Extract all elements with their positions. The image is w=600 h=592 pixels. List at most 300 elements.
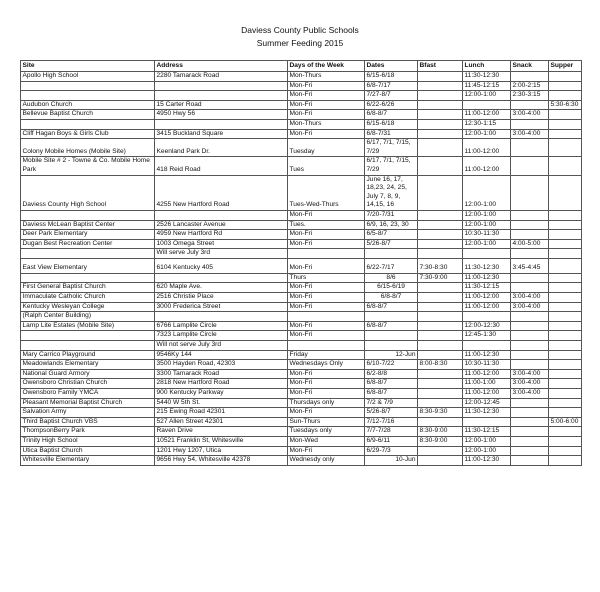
cell-address bbox=[155, 210, 288, 220]
cell-lunch: 11:30-12:15 bbox=[463, 427, 511, 437]
cell-site: Apollo High School bbox=[21, 72, 155, 82]
cell-address: 3500 Hayden Road, 42303 bbox=[155, 360, 288, 370]
cell-address: 527 Allen Street 42301 bbox=[155, 417, 288, 427]
cell-days: Mon-Wed bbox=[288, 436, 365, 446]
cell-dates: 6/8-8/7 bbox=[365, 379, 418, 389]
cell-supper bbox=[549, 360, 582, 370]
cell-bfast bbox=[418, 157, 463, 175]
cell-bfast: 8:30-9:30 bbox=[418, 408, 463, 418]
cell-site: East View Elementary bbox=[21, 258, 155, 273]
table-row bbox=[21, 408, 582, 418]
cell-supper bbox=[549, 341, 582, 351]
table-body bbox=[21, 72, 582, 466]
cell-days: Mon-Fri bbox=[288, 91, 365, 101]
cell-lunch: 11:30-12:15 bbox=[463, 283, 511, 293]
cell-bfast bbox=[418, 312, 463, 322]
cell-snack bbox=[511, 436, 549, 446]
cell-dates: 7/27-8/7 bbox=[365, 91, 418, 101]
table-row bbox=[21, 389, 582, 399]
cell-supper bbox=[549, 175, 582, 210]
cell-lunch: 11:00-12:00 bbox=[463, 293, 511, 303]
cell-lunch: 11:00-12:00 bbox=[463, 369, 511, 379]
cell-supper bbox=[549, 456, 582, 466]
cell-site: Lamp Lite Estates (Mobile Site) bbox=[21, 321, 155, 331]
cell-dates: 7/20-7/31 bbox=[365, 210, 418, 220]
cell-bfast bbox=[418, 239, 463, 249]
table-row bbox=[21, 427, 582, 437]
cell-lunch: 11:00-1:00 bbox=[463, 379, 511, 389]
table-row bbox=[21, 249, 582, 259]
cell-snack bbox=[511, 427, 549, 437]
table-row bbox=[21, 119, 582, 129]
cell-snack bbox=[511, 331, 549, 341]
cell-bfast bbox=[418, 249, 463, 259]
cell-snack: 3:00-4:00 bbox=[511, 302, 549, 312]
cell-bfast bbox=[418, 302, 463, 312]
cell-address: Keenland Park Dr. bbox=[155, 139, 288, 157]
cell-address: 4950 Hwy 56 bbox=[155, 110, 288, 120]
cell-lunch: 11:45-12:15 bbox=[463, 81, 511, 91]
cell-bfast bbox=[418, 417, 463, 427]
cell-dates: 6/22-6/26 bbox=[365, 100, 418, 110]
cell-lunch: 10:30-11:30 bbox=[463, 230, 511, 240]
cell-days: Wednesdays Only bbox=[288, 360, 365, 370]
cell-snack bbox=[511, 210, 549, 220]
column-header-supper: Supper bbox=[549, 61, 582, 72]
cell-days: Mon-Fri bbox=[288, 100, 365, 110]
cell-address: 1003 Omega Street bbox=[155, 239, 288, 249]
cell-days: Tuesdays only bbox=[288, 427, 365, 437]
cell-snack: 4:00-5:00 bbox=[511, 239, 549, 249]
cell-site: Immaculate Catholic Church bbox=[21, 293, 155, 303]
cell-bfast bbox=[418, 110, 463, 120]
cell-snack: 2:00-2:15 bbox=[511, 81, 549, 91]
cell-supper bbox=[549, 379, 582, 389]
cell-bfast bbox=[418, 331, 463, 341]
table-row bbox=[21, 258, 582, 273]
cell-site: Daviess McLean Baptist Center bbox=[21, 220, 155, 230]
cell-bfast bbox=[418, 398, 463, 408]
cell-days: Mon-Fri bbox=[288, 129, 365, 139]
table-row bbox=[21, 239, 582, 249]
table-row bbox=[21, 157, 582, 175]
cell-snack bbox=[511, 283, 549, 293]
cell-dates: 6/5-8/7 bbox=[365, 230, 418, 240]
cell-supper bbox=[549, 220, 582, 230]
table-row bbox=[21, 129, 582, 139]
cell-lunch: 12:00-12:45 bbox=[463, 398, 511, 408]
cell-days: Wednesdy only bbox=[288, 456, 365, 466]
cell-supper bbox=[549, 91, 582, 101]
cell-lunch: 10:30-11:30 bbox=[463, 360, 511, 370]
cell-address: 215 Ewing Road 42301 bbox=[155, 408, 288, 418]
cell-snack bbox=[511, 350, 549, 360]
table-row bbox=[21, 436, 582, 446]
document-title: Daviess County Public Schools bbox=[241, 25, 359, 35]
cell-dates: 6/8-8/7 bbox=[365, 293, 418, 303]
table-header-row bbox=[21, 61, 582, 72]
cell-snack bbox=[511, 408, 549, 418]
table-row bbox=[21, 350, 582, 360]
table-row bbox=[21, 302, 582, 312]
cell-snack bbox=[511, 417, 549, 427]
cell-lunch: 12:00-1:00 bbox=[463, 175, 511, 210]
table-row bbox=[21, 312, 582, 322]
cell-supper bbox=[549, 350, 582, 360]
cell-lunch: 12:00-1:00 bbox=[463, 210, 511, 220]
cell-days: Mon-Thurs bbox=[288, 72, 365, 82]
cell-days: Mon-Fri bbox=[288, 408, 365, 418]
cell-days: Mon-Fri bbox=[288, 446, 365, 456]
cell-days bbox=[288, 341, 365, 351]
cell-address bbox=[155, 312, 288, 322]
cell-days: Thurs bbox=[288, 273, 365, 283]
cell-lunch: 11:30-12:30 bbox=[463, 72, 511, 82]
cell-address: 620 Maple Ave. bbox=[155, 283, 288, 293]
cell-snack bbox=[511, 72, 549, 82]
cell-address bbox=[155, 273, 288, 283]
cell-lunch: 12:00-1:00 bbox=[463, 220, 511, 230]
cell-days: Mon-Fri bbox=[288, 369, 365, 379]
table-row bbox=[21, 210, 582, 220]
cell-supper bbox=[549, 389, 582, 399]
cell-days: Thursdays only bbox=[288, 398, 365, 408]
cell-bfast bbox=[418, 389, 463, 399]
cell-site: Utica Baptist Church bbox=[21, 446, 155, 456]
table-row bbox=[21, 139, 582, 157]
cell-dates: 7/12-7/16 bbox=[365, 417, 418, 427]
cell-snack: 3:00-4:00 bbox=[511, 293, 549, 303]
table-row bbox=[21, 91, 582, 101]
cell-lunch: 12:00-1:00 bbox=[463, 446, 511, 456]
cell-site: Deer Park Elementary bbox=[21, 230, 155, 240]
summer-feeding-table bbox=[20, 60, 582, 466]
cell-dates bbox=[365, 331, 418, 341]
cell-bfast bbox=[418, 293, 463, 303]
cell-dates bbox=[365, 249, 418, 259]
cell-bfast: 8:00-8:30 bbox=[418, 360, 463, 370]
cell-bfast: 8:30-9:00 bbox=[418, 427, 463, 437]
cell-snack: 3:00-4:00 bbox=[511, 110, 549, 120]
cell-supper bbox=[549, 331, 582, 341]
cell-bfast bbox=[418, 210, 463, 220]
cell-site bbox=[21, 81, 155, 91]
cell-supper bbox=[549, 119, 582, 129]
cell-lunch bbox=[463, 312, 511, 322]
cell-days: Mon-Thurs bbox=[288, 119, 365, 129]
cell-address bbox=[155, 119, 288, 129]
cell-address: 3300 Tamarack Road bbox=[155, 369, 288, 379]
cell-supper bbox=[549, 408, 582, 418]
column-header-days: Days of the Week bbox=[288, 61, 365, 72]
cell-lunch: 12:00-12:30 bbox=[463, 321, 511, 331]
cell-supper bbox=[549, 369, 582, 379]
cell-dates: 12-Jun bbox=[365, 350, 418, 360]
cell-dates: 6/8-8/7 bbox=[365, 321, 418, 331]
cell-supper bbox=[549, 139, 582, 157]
cell-address: 418 Reid Road bbox=[155, 157, 288, 175]
cell-days: Mon-Fri bbox=[288, 239, 365, 249]
cell-days bbox=[288, 249, 365, 259]
cell-bfast bbox=[418, 230, 463, 240]
cell-address: 3415 Buckland Square bbox=[155, 129, 288, 139]
cell-bfast bbox=[418, 100, 463, 110]
cell-snack: 3:45-4:45 bbox=[511, 258, 549, 273]
table-row bbox=[21, 72, 582, 82]
cell-bfast bbox=[418, 283, 463, 293]
cell-days: Tues-Wed-Thurs bbox=[288, 175, 365, 210]
cell-site bbox=[21, 91, 155, 101]
cell-dates: 6/15-6/18 bbox=[365, 72, 418, 82]
table-row bbox=[21, 331, 582, 341]
cell-dates: 6/15-6/18 bbox=[365, 119, 418, 129]
cell-address: 4959 New Hartford Rd bbox=[155, 230, 288, 240]
cell-snack bbox=[511, 321, 549, 331]
cell-lunch: 11:30-12:30 bbox=[463, 258, 511, 273]
cell-supper bbox=[549, 230, 582, 240]
table-row bbox=[21, 175, 582, 210]
cell-dates: 6/9, 16, 23, 30 bbox=[365, 220, 418, 230]
cell-dates: 6/17, 7/1, 7/15, 7/29 bbox=[365, 139, 418, 157]
cell-lunch: 11:00-12:00 bbox=[463, 139, 511, 157]
cell-bfast bbox=[418, 91, 463, 101]
cell-dates: 5/26-8/7 bbox=[365, 239, 418, 249]
table-row bbox=[21, 446, 582, 456]
cell-supper bbox=[549, 258, 582, 273]
table-row bbox=[21, 220, 582, 230]
cell-days: Friday bbox=[288, 350, 365, 360]
cell-snack bbox=[511, 273, 549, 283]
cell-snack bbox=[511, 360, 549, 370]
cell-days: Tues. bbox=[288, 220, 365, 230]
cell-site bbox=[21, 341, 155, 351]
cell-bfast bbox=[418, 175, 463, 210]
cell-site: Mary Carrico Playground bbox=[21, 350, 155, 360]
cell-bfast: 7:30-8:30 bbox=[418, 258, 463, 273]
cell-bfast bbox=[418, 220, 463, 230]
cell-bfast bbox=[418, 379, 463, 389]
cell-address: Will serve July 3rd bbox=[155, 249, 288, 259]
cell-supper: 5:00-6:00 bbox=[549, 417, 582, 427]
cell-dates: 7/2 & 7/9 bbox=[365, 398, 418, 408]
cell-lunch: 11:00-12:00 bbox=[463, 302, 511, 312]
cell-address: 1201 Hwy 1207, Utica bbox=[155, 446, 288, 456]
cell-supper bbox=[549, 210, 582, 220]
cell-bfast bbox=[418, 72, 463, 82]
table-row bbox=[21, 398, 582, 408]
table-row bbox=[21, 379, 582, 389]
cell-days: Tuesday bbox=[288, 139, 365, 157]
table-row bbox=[21, 360, 582, 370]
cell-days: Mon-Fri bbox=[288, 110, 365, 120]
cell-address: 3000 Frederica Street bbox=[155, 302, 288, 312]
cell-dates: 6/22-7/17 bbox=[365, 258, 418, 273]
table-row bbox=[21, 100, 582, 110]
cell-days: Mon-Fri bbox=[288, 379, 365, 389]
cell-snack bbox=[511, 398, 549, 408]
cell-supper bbox=[549, 436, 582, 446]
cell-days: Mon-Fri bbox=[288, 210, 365, 220]
cell-snack bbox=[511, 139, 549, 157]
cell-snack: 3:00-4:00 bbox=[511, 379, 549, 389]
cell-address: 6766 Lamplite Circle bbox=[155, 321, 288, 331]
cell-snack bbox=[511, 312, 549, 322]
cell-address: 10521 Franklin St, Whitesville bbox=[155, 436, 288, 446]
cell-snack bbox=[511, 175, 549, 210]
cell-address: 6104 Kentucky 405 bbox=[155, 258, 288, 273]
cell-bfast bbox=[418, 369, 463, 379]
cell-site bbox=[21, 119, 155, 129]
cell-days: Mon-Fri bbox=[288, 230, 365, 240]
table-row bbox=[21, 341, 582, 351]
cell-days: Mon-Fri bbox=[288, 331, 365, 341]
cell-address: 7323 Lamplite Circle bbox=[155, 331, 288, 341]
cell-dates: 10-Jun bbox=[365, 456, 418, 466]
cell-site: First General Baptist Church bbox=[21, 283, 155, 293]
cell-address: 15 Carter Road bbox=[155, 100, 288, 110]
cell-site: (Ralph Center Building) bbox=[21, 312, 155, 322]
cell-dates: June 16, 17, 18,23, 24, 25, July 7, 8, 9, 14,15, 16 bbox=[365, 175, 418, 210]
cell-lunch bbox=[463, 249, 511, 259]
cell-lunch bbox=[463, 100, 511, 110]
cell-address: Raven Drive bbox=[155, 427, 288, 437]
cell-site bbox=[21, 273, 155, 283]
cell-snack bbox=[511, 157, 549, 175]
column-header-dates: Dates bbox=[365, 61, 418, 72]
cell-supper bbox=[549, 283, 582, 293]
cell-site bbox=[21, 210, 155, 220]
cell-site: Whitesville Elementary bbox=[21, 456, 155, 466]
cell-lunch bbox=[463, 341, 511, 351]
cell-lunch: 11:00-12:30 bbox=[463, 456, 511, 466]
cell-supper bbox=[549, 273, 582, 283]
table-row bbox=[21, 321, 582, 331]
column-header-snack: Snack bbox=[511, 61, 549, 72]
cell-days: Mon-Fri bbox=[288, 293, 365, 303]
table-row bbox=[21, 369, 582, 379]
cell-site bbox=[21, 331, 155, 341]
cell-bfast bbox=[418, 341, 463, 351]
cell-supper bbox=[549, 398, 582, 408]
cell-site: Audubon Church bbox=[21, 100, 155, 110]
column-header-lunch: Lunch bbox=[463, 61, 511, 72]
cell-bfast bbox=[418, 321, 463, 331]
cell-dates bbox=[365, 341, 418, 351]
cell-supper bbox=[549, 427, 582, 437]
cell-lunch: 12:00-1:00 bbox=[463, 436, 511, 446]
cell-site: ThompsonBerry Park bbox=[21, 427, 155, 437]
cell-address: 5440 W 5th St. bbox=[155, 398, 288, 408]
cell-site bbox=[21, 249, 155, 259]
cell-bfast bbox=[418, 81, 463, 91]
table-row bbox=[21, 293, 582, 303]
cell-supper bbox=[549, 157, 582, 175]
table-row bbox=[21, 230, 582, 240]
cell-site: Pleasant Memorial Baptist Church bbox=[21, 398, 155, 408]
cell-bfast bbox=[418, 129, 463, 139]
cell-bfast: 8:30-9:00 bbox=[418, 436, 463, 446]
cell-dates: 5/26-8/7 bbox=[365, 408, 418, 418]
cell-address: 2280 Tamarack Road bbox=[155, 72, 288, 82]
cell-snack bbox=[511, 220, 549, 230]
cell-bfast bbox=[418, 350, 463, 360]
cell-address: 9656 Hwy 54, Whitesville 42378 bbox=[155, 456, 288, 466]
cell-address bbox=[155, 81, 288, 91]
cell-address: Will not serve July 3rd bbox=[155, 341, 288, 351]
cell-lunch: 11:00-12:30 bbox=[463, 273, 511, 283]
cell-snack: 2:30-3:15 bbox=[511, 91, 549, 101]
cell-site: Salvation Army bbox=[21, 408, 155, 418]
cell-days: Mon-Fri bbox=[288, 321, 365, 331]
cell-address: 2818 New Hartford Road bbox=[155, 379, 288, 389]
cell-supper bbox=[549, 302, 582, 312]
cell-snack bbox=[511, 446, 549, 456]
cell-supper bbox=[549, 249, 582, 259]
cell-supper bbox=[549, 321, 582, 331]
cell-address: 2516 Christie Place bbox=[155, 293, 288, 303]
cell-dates: 6/29-7/3 bbox=[365, 446, 418, 456]
column-header-site: Site bbox=[21, 61, 155, 72]
cell-lunch: 12:00-1:00 bbox=[463, 129, 511, 139]
cell-days: Mon-Fri bbox=[288, 302, 365, 312]
cell-snack bbox=[511, 456, 549, 466]
cell-days: Mon-Fri bbox=[288, 258, 365, 273]
cell-dates: 8/6 bbox=[365, 273, 418, 283]
cell-bfast bbox=[418, 446, 463, 456]
cell-snack bbox=[511, 341, 549, 351]
cell-dates: 6/8-7/17 bbox=[365, 81, 418, 91]
cell-bfast bbox=[418, 119, 463, 129]
cell-site: Kentucky Wesleyan College bbox=[21, 302, 155, 312]
cell-address: 4255 New Hartford Road bbox=[155, 175, 288, 210]
cell-site: Owensboro Family YMCA bbox=[21, 389, 155, 399]
cell-site: Mobile Site # 2 - Towne & Co. Mobile Home Park bbox=[21, 157, 155, 175]
cell-supper bbox=[549, 81, 582, 91]
cell-supper bbox=[549, 293, 582, 303]
table-row bbox=[21, 417, 582, 427]
cell-days: Mon-Fri bbox=[288, 81, 365, 91]
cell-lunch: 12:00-1:00 bbox=[463, 91, 511, 101]
cell-days: Mon-Fri bbox=[288, 283, 365, 293]
cell-address: 2526 Lancaster Avenue bbox=[155, 220, 288, 230]
cell-lunch: 12:45-1:30 bbox=[463, 331, 511, 341]
cell-days: Mon-Fri bbox=[288, 389, 365, 399]
cell-lunch: 11:00-12:00 bbox=[463, 157, 511, 175]
table-row bbox=[21, 273, 582, 283]
cell-dates: 6/8-8/7 bbox=[365, 302, 418, 312]
cell-snack: 3:00-4:00 bbox=[511, 369, 549, 379]
table-row bbox=[21, 456, 582, 466]
cell-days bbox=[288, 312, 365, 322]
table-row bbox=[21, 81, 582, 91]
cell-dates: 6/17, 7/1, 7/15, 7/29 bbox=[365, 157, 418, 175]
cell-dates: 6/2-8/8 bbox=[365, 369, 418, 379]
cell-site: Trinity High School bbox=[21, 436, 155, 446]
cell-snack bbox=[511, 119, 549, 129]
cell-bfast: 7:30-9:00 bbox=[418, 273, 463, 283]
cell-supper bbox=[549, 312, 582, 322]
cell-dates: 7/7-7/28 bbox=[365, 427, 418, 437]
cell-address bbox=[155, 91, 288, 101]
cell-dates bbox=[365, 312, 418, 322]
cell-lunch: 11:00-12:00 bbox=[463, 389, 511, 399]
cell-supper bbox=[549, 129, 582, 139]
cell-supper bbox=[549, 110, 582, 120]
cell-site: Third Baptist Church VBS bbox=[21, 417, 155, 427]
table-row bbox=[21, 110, 582, 120]
cell-supper: 5:30-6:30 bbox=[549, 100, 582, 110]
cell-site: Daviess County High School bbox=[21, 175, 155, 210]
